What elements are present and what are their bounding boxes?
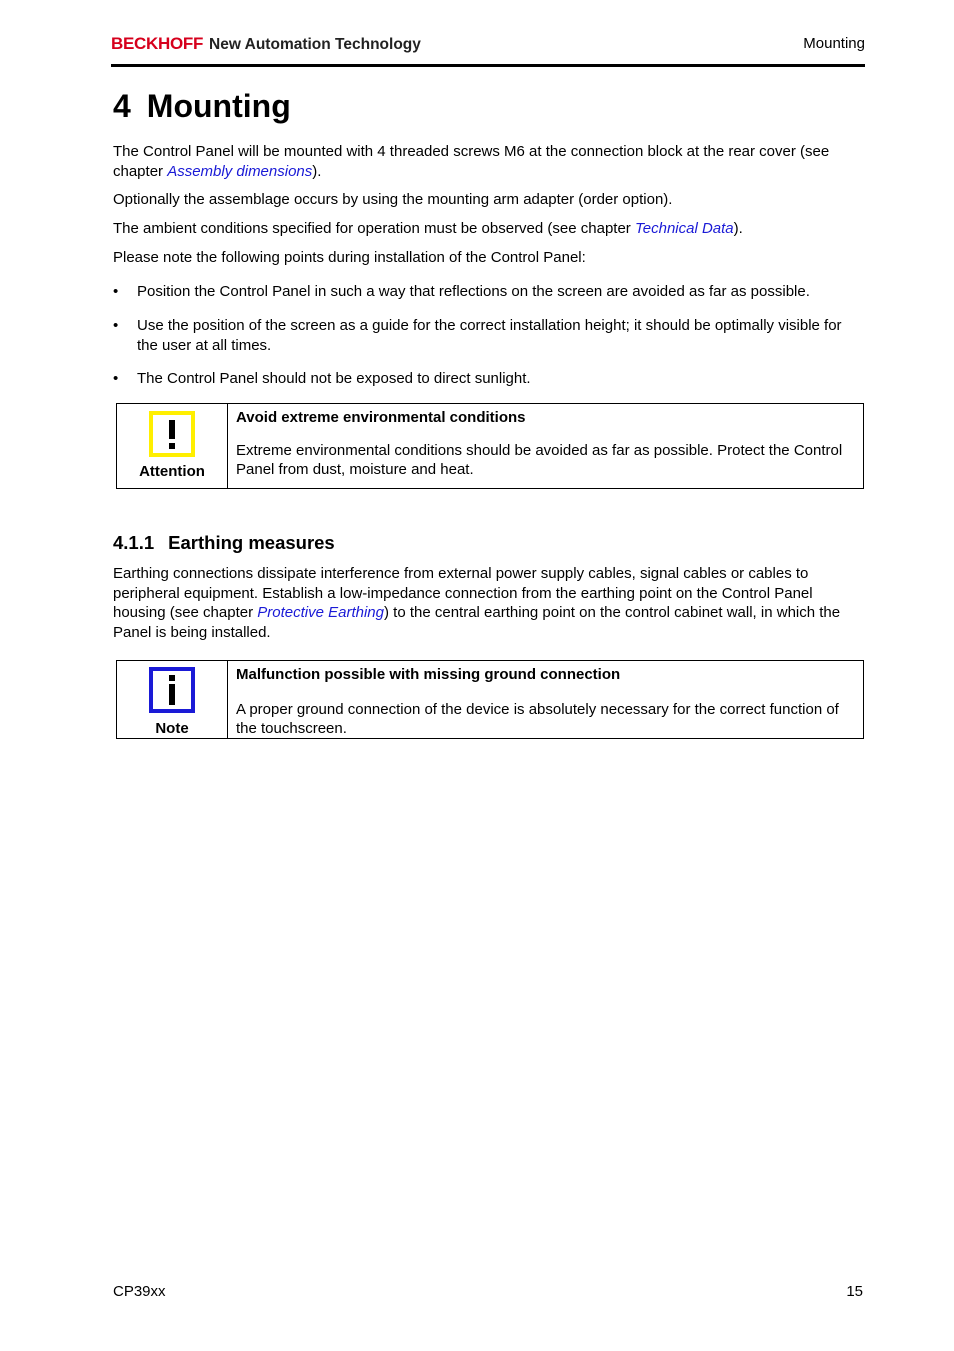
note-title: Malfunction possible with missing ground connection xyxy=(236,666,621,683)
attention-content xyxy=(236,408,855,480)
beckhoff-logo xyxy=(111,34,421,54)
note-box xyxy=(116,660,864,739)
footer-page-number: 15 xyxy=(846,1283,863,1300)
link-assembly-dimensions[interactable]: Assembly dimensions xyxy=(167,162,313,180)
note-content xyxy=(236,665,855,739)
exclamation-icon xyxy=(149,411,195,457)
attention-text: Extreme environmental conditions should be avoided as far as possible. Protect the Control Panel from dust, moisture and heat. xyxy=(236,441,843,478)
earthing-text: Earthing connections dissipate interference from external power supply cables, signal cables or cables to peripheral equipment. Establish a low-impedance connection from the earthing point on the Control Panel housing (see chapter xyxy=(113,565,813,621)
chapter-number: 4 xyxy=(113,88,131,124)
header-section-title: Mounting xyxy=(803,35,865,52)
section-title: Earthing measures xyxy=(168,532,335,553)
attention-label: Attention xyxy=(139,463,205,480)
list-item-text: The Control Panel should not be exposed to direct sunlight. xyxy=(137,370,531,387)
intro-paragraph-2: Optionally the assemblage occurs by using the mounting arm adapter (order option). xyxy=(113,191,673,208)
list-item xyxy=(113,369,865,389)
intro-text-end: ). xyxy=(733,220,743,237)
intro-text-end: ). xyxy=(312,162,322,180)
note-text: A proper ground connection of the device is absolutely necessary for the correct function of the touchscreen. xyxy=(236,700,839,737)
intro-paragraph-1 xyxy=(113,142,865,181)
list-item xyxy=(113,282,865,302)
page-header xyxy=(111,30,865,67)
bullet-icon: • xyxy=(113,370,119,387)
footer-doc-id: CP39xx xyxy=(113,1283,166,1300)
note-label: Note xyxy=(155,720,189,737)
intro-text: The ambient conditions specified for operation must be observed (see chapter xyxy=(113,220,635,237)
bullet-icon: • xyxy=(113,283,119,300)
intro-paragraph-3 xyxy=(113,219,865,239)
list-item xyxy=(113,316,865,355)
link-technical-data[interactable]: Technical Data xyxy=(634,220,734,237)
link-protective-earthing[interactable]: Protective Earthing xyxy=(257,604,384,621)
chapter-heading xyxy=(113,88,291,125)
intro-text: The Control Panel will be mounted with 4 threaded screws M6 at the connection block at the rear cover (see chapter xyxy=(113,143,830,180)
attention-box xyxy=(116,403,864,489)
note-icon-cell xyxy=(117,661,228,738)
info-icon xyxy=(149,667,195,713)
bullet-icon: • xyxy=(113,317,119,334)
logo-tagline: New Automation Technology xyxy=(209,36,421,53)
chapter-title: Mounting xyxy=(146,88,291,124)
earthing-text-end: ) to the central earthing point on the control cabinet wall, in which the Panel is being installed. xyxy=(113,604,841,641)
list-item-text: Position the Control Panel in such a way that reflections on the screen are avoided as far as possible. xyxy=(137,283,810,300)
list-item-text: Use the position of the screen as a guide for the correct installation height; it should be optimally visible for the user at all times. xyxy=(137,317,842,354)
attention-icon-cell xyxy=(117,404,228,488)
attention-title: Avoid extreme environmental conditions xyxy=(236,409,526,426)
section-number: 4.1.1 xyxy=(113,532,155,553)
intro-paragraph-4: Please note the following points during installation of the Control Panel: xyxy=(113,249,586,266)
logo-brand: BECKHOFF xyxy=(111,34,204,53)
section-heading xyxy=(113,532,335,554)
earthing-paragraph xyxy=(113,564,865,642)
